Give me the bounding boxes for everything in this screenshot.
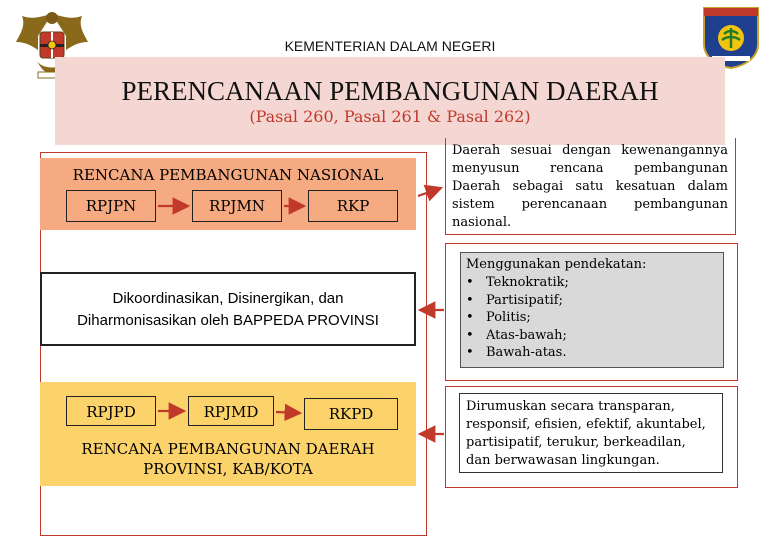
regional-plan-title-1: RENCANA PEMBANGUNAN DAERAH bbox=[81, 440, 375, 458]
coordination-line-1: Dikoordinasikan, Disinergikan, dan bbox=[112, 290, 344, 307]
authority-line-2: menyusun rencana pembangunan bbox=[452, 161, 728, 176]
approach-item: • Politis; bbox=[466, 309, 720, 327]
rpjpd-box: RPJPD bbox=[66, 396, 156, 426]
page-subtitle: (Pasal 260, Pasal 261 & Pasal 262) bbox=[249, 107, 531, 126]
rpjpn-box: RPJPN bbox=[66, 190, 156, 222]
regional-plan-title-2: PROVINSI, KAB/KOTA bbox=[143, 460, 313, 478]
coordination-line-2: Diharmonisasikan oleh BAPPEDA PROVINSI bbox=[77, 312, 379, 329]
principles-line-2: responsif, efisien, efektif, akuntabel, bbox=[466, 417, 706, 432]
authority-line-1: Daerah sesuai dengan kewenangannya bbox=[452, 143, 728, 158]
national-plan-title: RENCANA PEMBANGUNAN NASIONAL bbox=[72, 166, 384, 184]
principles-line-1: Dirumuskan secara transparan, bbox=[466, 399, 675, 414]
approach-item: • Teknokratik; bbox=[466, 274, 720, 292]
authority-line-5: nasional. bbox=[452, 215, 512, 230]
approach-title: Menggunakan pendekatan: bbox=[466, 257, 647, 272]
arrow-rpjmd-rkpd bbox=[276, 412, 300, 413]
authority-line-4: sistem perencanaan pembangunan bbox=[452, 197, 728, 212]
arrow-national-to-authority bbox=[418, 188, 441, 196]
approach-item: • Partisipatif; bbox=[466, 292, 720, 310]
ministry-name: KEMENTERIAN DALAM NEGERI bbox=[284, 38, 496, 54]
approach-item: • Bawah-atas. bbox=[466, 344, 720, 362]
approach-item: • Atas-bawah; bbox=[466, 327, 720, 345]
rkp-box: RKP bbox=[308, 190, 398, 222]
principles-line-3: partisipatif, terukur, berkeadilan, bbox=[466, 435, 686, 450]
principles-line-4: dan berwawasan lingkungan. bbox=[466, 453, 660, 468]
rkpd-box: RKPD bbox=[304, 398, 398, 430]
rpjmd-box: RPJMD bbox=[188, 396, 274, 426]
rpjmn-box: RPJMN bbox=[192, 190, 282, 222]
authority-line-3: Daerah sebagai satu kesatuan dalam bbox=[452, 179, 728, 194]
page-title: PERENCANAAN PEMBANGUNAN DAERAH bbox=[121, 76, 659, 106]
